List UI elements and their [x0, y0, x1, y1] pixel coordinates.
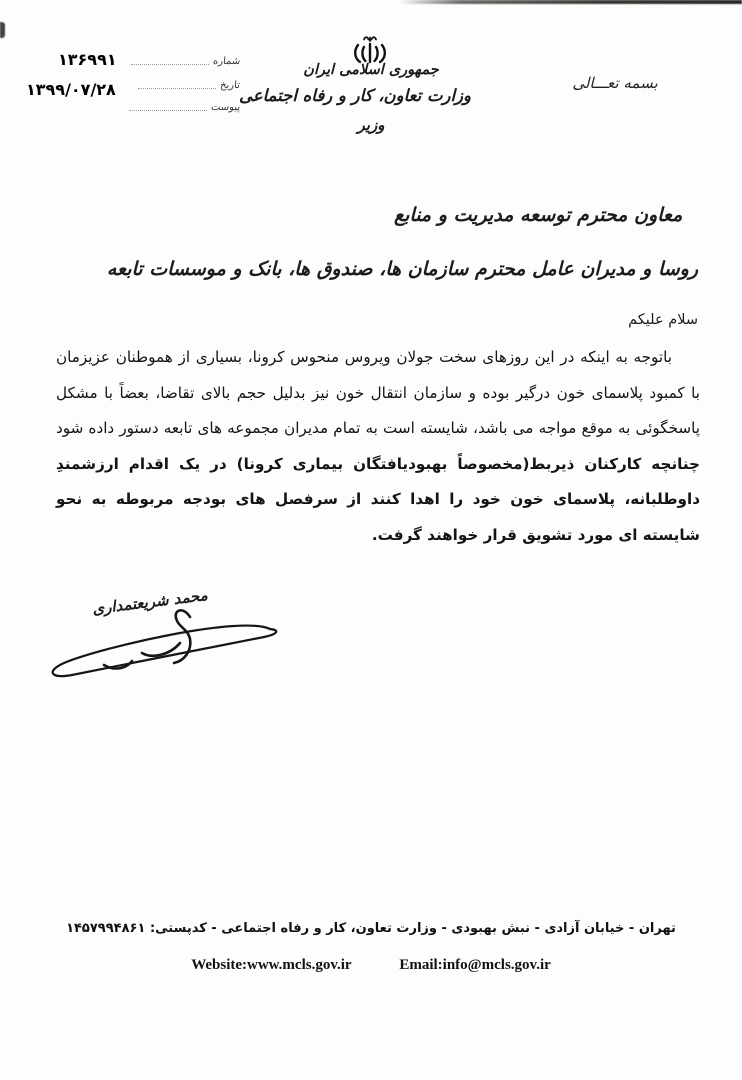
- scan-artifact-left-edge: [0, 22, 5, 38]
- ref-attachment-label: پیوست: [210, 102, 241, 113]
- ref-date-value: ۱۳۹۹/۰۷/۲۸: [26, 80, 116, 99]
- ref-attachment-row: [129, 102, 240, 113]
- ref-date-label: تاریخ: [219, 80, 241, 91]
- signature-block: [62, 585, 312, 695]
- ref-number-row: [131, 56, 240, 67]
- body-bold-text: چنانچه کارکنان ذیربط(مخصوصاً بهبودیافتگان بیماری کرونا) در یک اقدام ارزشمندِ داوطلبانه، پلاسمای خون خود را اهدا کنند از سرفصل های بودجه مربوطه به نحو شایسته ای مورد تشویق قرار خواهند گرفت.: [56, 454, 700, 544]
- recipient-line-2: روسا و مدیران عامل محترم سازمان ها، صندوق ها، بانک و موسسات تابعه: [106, 258, 698, 280]
- ref-date-row: [138, 80, 240, 91]
- letterhead-ministry: وزارت تعاون، کار و رفاه اجتماعی: [238, 86, 471, 105]
- letterhead: [238, 62, 471, 134]
- scan-artifact-top-edge: [398, 0, 742, 4]
- recipient-line-1: معاون محترم توسعه مدیریت و منابع: [394, 204, 683, 226]
- signatory-name: محمد شریعتمداری: [91, 586, 209, 618]
- footer-links: [0, 957, 742, 974]
- ref-number-label: شماره: [212, 56, 241, 67]
- ref-number-line: [131, 64, 209, 65]
- letterhead-office: وزیر: [357, 116, 385, 134]
- footer-website: Website:www.mcls.gov.ir: [191, 957, 352, 973]
- ref-date-line: [138, 88, 216, 89]
- letter-body: [56, 340, 700, 553]
- salutation-text: سلام علیکم: [628, 312, 698, 328]
- footer-address: تهران - خیابان آزادی - نبش بهبودی - وزارت تعاون، کار و رفاه اجتماعی - کدپستی: ۱۴۵۷۹۹۴۸۶۱: [66, 921, 676, 936]
- reference-block: [18, 48, 240, 120]
- body-normal-text: باتوجه به اینکه در این روزهای سخت جولان ویروس منحوس کرونا، بسیاری از هموطنان عزیزمان با کمبود پلاسمای خون درگیر بوده و سازمان انتقال خون نیز بدلیل حجم بالای تقاضا، بعضاً با مشکل پاسخگوئی به موقع مواجه می باشد، شایسته است به تمام مدیران مجموعه های تابعه دستور داده شود: [56, 348, 700, 437]
- letterhead-country: جمهوری اسلامی ایران: [303, 62, 439, 78]
- signature-flourish-icon: [42, 603, 282, 693]
- bismillah-text: بسمه تعـــالی: [572, 74, 658, 92]
- footer-email: Email:info@mcls.gov.ir: [399, 957, 551, 973]
- ref-attachment-line: [129, 110, 207, 111]
- ref-number-value: ۱۳۶۹۹۱: [58, 50, 117, 69]
